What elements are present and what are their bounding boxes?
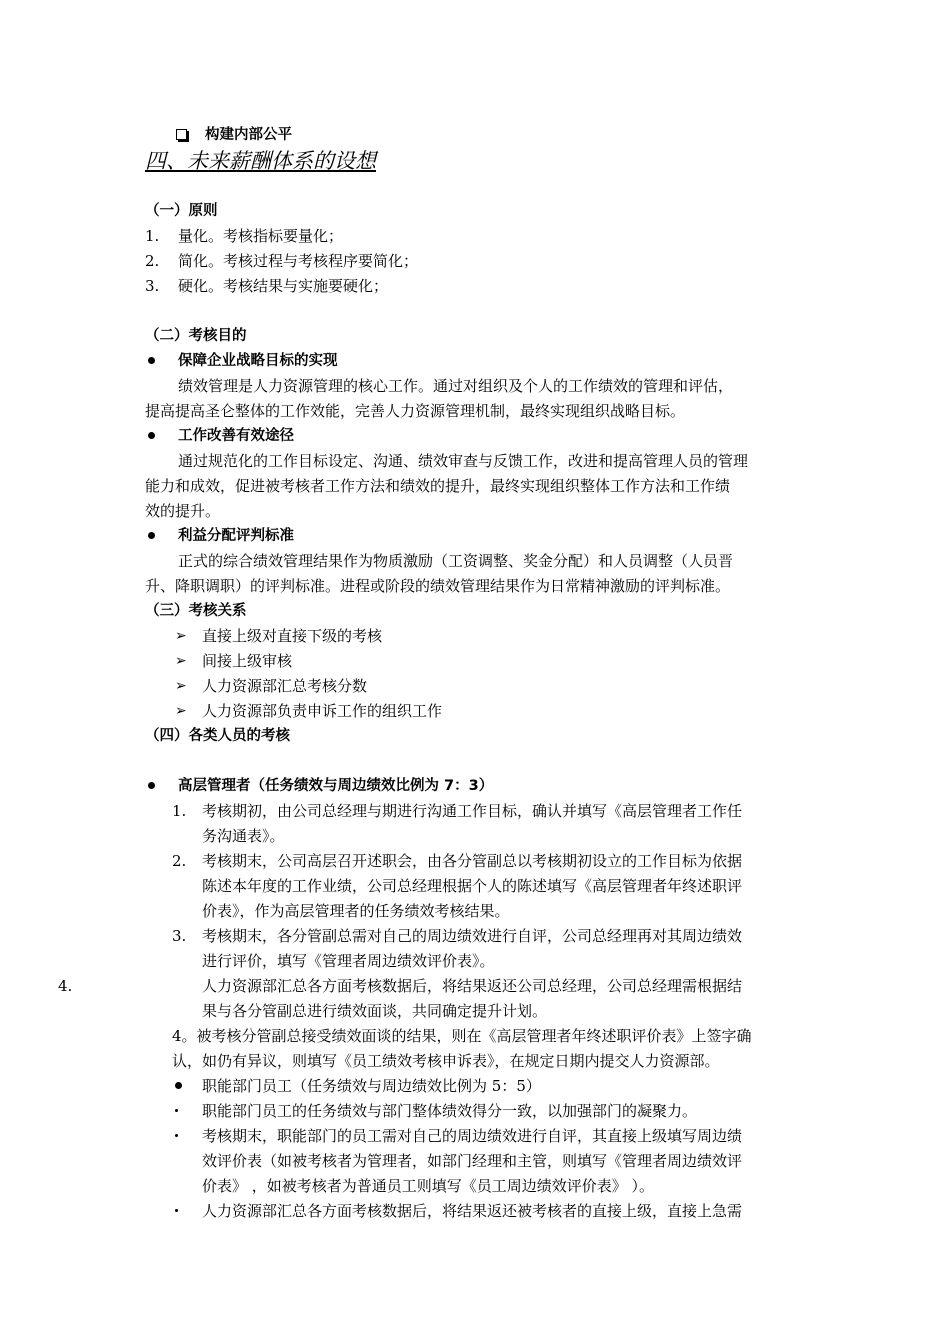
principle-num: 1. (145, 227, 160, 245)
step-line: 陈述本年度的工作业绩，公司总经理根据个人的陈述填写《高层管理者年终述职评 (202, 877, 743, 895)
step-line: 进行评价，填写《管理者周边绩效评价表》。 (202, 952, 495, 970)
principle-num: 3. (145, 277, 160, 295)
page-heading: 四、未来薪酬体系的设想 (145, 149, 376, 173)
step-line: 果与各分管副总进行绩效面谈，共同确定提升计划。 (202, 1002, 548, 1020)
small-bullet-icon (175, 1209, 178, 1212)
paragraph-line: 能力和成效，促进被考核者工作方法和绩效的提升，最终实现组织整体工作方法和工作绩 (145, 477, 731, 495)
arrow-bullet-icon: ➢ (175, 678, 187, 694)
bullet-dot-icon (148, 432, 155, 439)
paragraph-line: 效的提升。 (145, 502, 221, 520)
step-line: 务沟通表》。 (202, 827, 285, 845)
purpose-bullet: 工作改善有效途径 (178, 428, 294, 444)
bullet-dot-icon (175, 1082, 182, 1089)
relation-item: 人力资源部负责申诉工作的组织工作 (202, 702, 443, 720)
arrow-bullet-icon: ➢ (175, 628, 187, 644)
arrow-bullet-icon: ➢ (175, 703, 187, 719)
relation-item: 人力资源部汇总考核分数 (202, 677, 368, 695)
bullet-dot-icon (148, 532, 155, 539)
small-bullet-icon (175, 1134, 178, 1137)
step-num: 2. (172, 852, 187, 870)
step-line: 人力资源部汇总各方面考核数据后，将结果返还公司总经理，公司总经理需根据结 (202, 977, 743, 995)
staff-title: （四）各类人员的考核 (145, 728, 290, 744)
paragraph-line: 升、降职调职）的评判标准。进程或阶段的绩效管理结果作为日常精神激励的评判标准。 (145, 577, 731, 595)
principle-text: 简化。考核过程与考核程序要简化； (178, 252, 419, 270)
step-num: 1. (172, 802, 187, 820)
func-line: 人力资源部汇总各方面考核数据后，将结果返还被考核者的直接上级，直接上急需 (202, 1202, 743, 1220)
paragraph-line: 通过规范化的工作目标设定、沟通、绩效审查与反馈工作，改进和提高管理人员的管理 (178, 452, 749, 470)
relation-item: 直接上级对直接下级的考核 (202, 627, 383, 645)
purpose-bullet: 保障企业战略目标的实现 (178, 353, 338, 369)
step-line: 考核期末，公司高层召开述职会，由各分管副总以考核期初设立的工作目标为依据 (202, 852, 743, 870)
func-line: 考核期末，职能部门的员工需对自己的周边绩效进行自评，其直接上级填写周边绩 (202, 1127, 743, 1145)
bullet-dot-icon (148, 782, 155, 789)
checkbox-bullet-icon (176, 129, 187, 140)
step-line: 认，如仍有异议，则填写《员工绩效考核申诉表》，在规定日期内提交人力资源部。 (172, 1052, 720, 1070)
step-num: 3. (172, 927, 187, 945)
senior-heading: 高层管理者（任务绩效与周边绩效比例为 7：3） (178, 778, 494, 794)
step-line: 考核期初，由公司总经理与期进行沟通工作目标，确认并填写《高层管理者工作任 (202, 802, 743, 820)
step-line: 4。被考核分管副总接受绩效面谈的结果，则在《高层管理者年终述职评价表》上签字确 (172, 1027, 752, 1045)
principle-text: 量化。考核指标要量化； (178, 227, 344, 245)
paragraph-line: 正式的综合绩效管理结果作为物质激励（工资调整、奖金分配）和人员调整（人员晋 (178, 552, 734, 570)
bullet-dot-icon (148, 357, 155, 364)
principle-num: 2. (145, 252, 160, 270)
func-line: 效评价表（如被考核者为管理者，如部门经理和主管，则填写《管理者周边绩效评 (202, 1152, 743, 1170)
principles-title: （一）原则 (145, 203, 218, 219)
step-line: 价表》，作为高层管理者的任务绩效考核结果。 (202, 902, 510, 920)
section-label: 构建内部公平 (205, 127, 292, 143)
purpose-bullet: 利益分配评判标准 (178, 528, 294, 544)
purpose-title: （二）考核目的 (145, 328, 247, 344)
step-num: 4. (58, 977, 73, 995)
paragraph-line: 提高提高圣仑整体的工作效能，完善人力资源管理机制，最终实现组织战略目标。 (145, 402, 686, 420)
paragraph-line: 绩效管理是人力资源管理的核心工作。通过对组织及个人的工作绩效的管理和评估， (178, 377, 734, 395)
func-line: 职能部门员工的任务绩效与部门整体绩效得分一致，以加强部门的凝聚力。 (202, 1102, 698, 1120)
func-line: 价表》 ，如被考核者为普通员工则填写《员工周边绩效评价表》 ）。 (202, 1177, 655, 1195)
relation-item: 间接上级审核 (202, 652, 293, 670)
func-heading: 职能部门员工（任务绩效与周边绩效比例为 5：5） (202, 1077, 541, 1095)
relation-title: （三）考核关系 (145, 603, 247, 619)
arrow-bullet-icon: ➢ (175, 653, 187, 669)
step-line: 考核期末，各分管副总需对自己的周边绩效进行自评，公司总经理再对其周边绩效 (202, 927, 743, 945)
principle-text: 硬化。考核结果与实施要硬化； (178, 277, 389, 295)
small-bullet-icon (175, 1109, 178, 1112)
